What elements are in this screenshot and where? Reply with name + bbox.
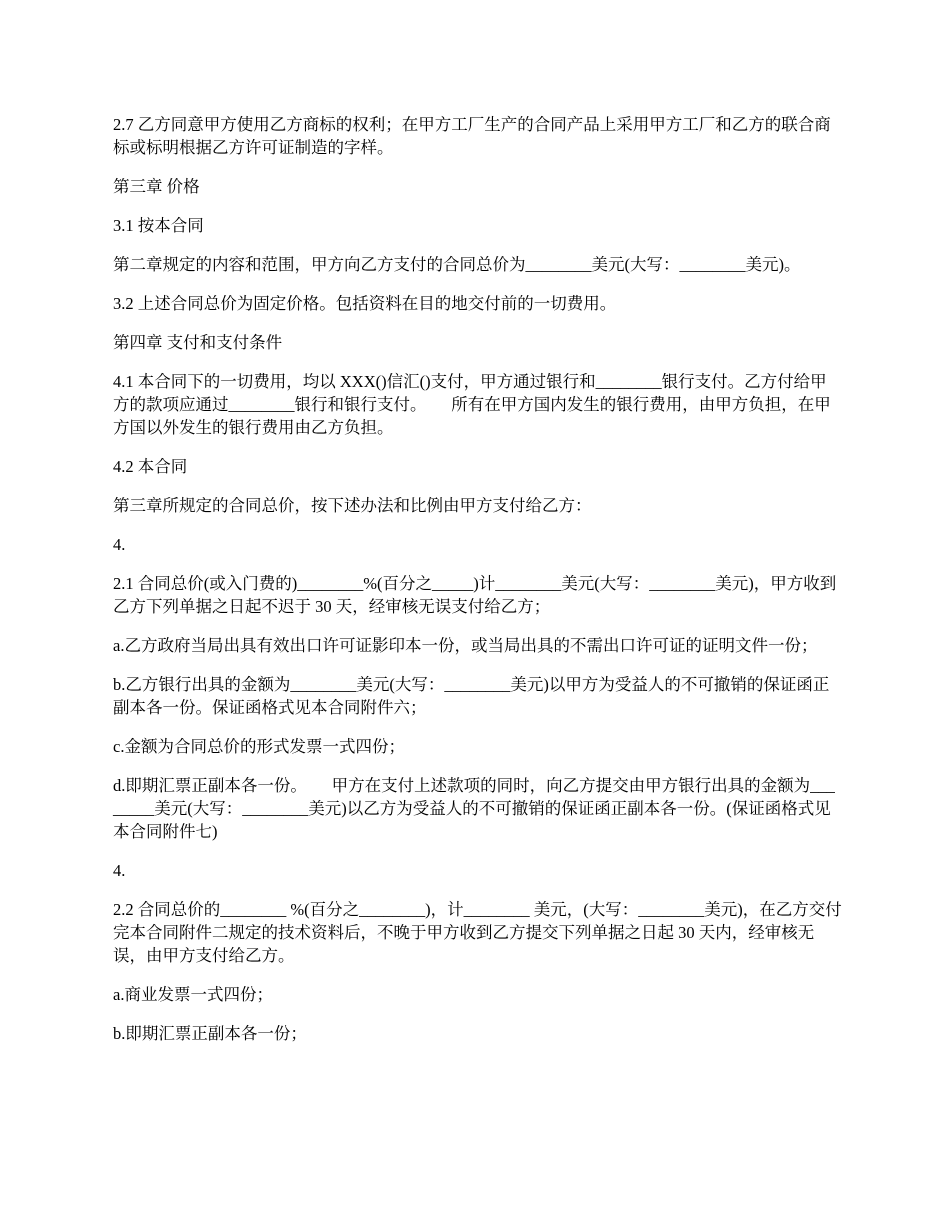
- list-item-a-2: a.商业发票一式四份；: [113, 985, 273, 1004]
- paragraph-3-1: 3.1 按本合同: [113, 216, 204, 235]
- list-item-c: c.金额为合同总价的形式发票一式四份；: [113, 737, 405, 756]
- document-body: [113, 113, 843, 1061]
- chapter-4-heading: 第四章 支付和支付条件: [113, 333, 283, 352]
- list-item-b-2: b.即期汇票正副本各一份；: [113, 1024, 307, 1043]
- paragraph-3-2: 3.2 上述合同总价为固定价格。包括资料在目的地交付前的一切费用。: [113, 294, 617, 313]
- paragraph-4-1: 4.1 本合同下的一切费用，均以 XXX()信汇()支付，甲方通过银行和________银行支付。乙方付给甲方的款项应通过________银行和银行支付。 所有在甲方国内发生的银行费用，由甲方负担，在甲方国以外发生的银行费用由乙方负担。: [113, 372, 831, 437]
- list-item-a: a.乙方政府当局出具有效出口许可证影印本一份，或当局出具的不需出口许可证的证明文件一份；: [113, 636, 818, 655]
- paragraph-payment-method: 第三章所规定的合同总价，按下述办法和比例由甲方支付给乙方：: [113, 496, 592, 515]
- list-item-d: d.即期汇票正副本各一份。 甲方在支付上述款项的同时，向乙方提交由甲方银行出具的金额为________美元(大写：________美元)以乙方为受益人的不可撤销的保证函正副本各一份。(保证函格式见本合同附件七): [113, 776, 835, 841]
- paragraph-4-number-2: 4.: [113, 861, 126, 880]
- paragraph-4-2: 4.2 本合同: [113, 457, 188, 476]
- chapter-3-heading: 第三章 价格: [113, 177, 200, 196]
- paragraph-2-7: 2.7 乙方同意甲方使用乙方商标的权利；在甲方工厂生产的合同产品上采用甲方工厂和乙方的联合商标或标明根据乙方许可证制造的字样。: [113, 115, 831, 157]
- paragraph-total-price: 第二章规定的内容和范围，甲方向乙方支付的合同总价为________美元(大写：________美元)。: [113, 255, 801, 274]
- paragraph-4-number: 4.: [113, 535, 126, 554]
- paragraph-2-1: 2.1 合同总价(或入门费的)________%(百分之_____)计________美元(大写：________美元)，甲方收到乙方下列单据之日起不迟于 30 天，经审核无误支付给乙方；: [113, 574, 837, 616]
- list-item-b: b.乙方银行出具的金额为________美元(大写：________美元)以甲方为受益人的不可撤销的保证函正副本各一份。保证函格式见本合同附件六；: [113, 675, 830, 717]
- paragraph-2-2: 2.2 合同总价的________ %(百分之________)，计________ 美元，(大写：________美元)，在乙方交付完本合同附件二规定的技术资料后，不晚于甲方收到乙方提交下列单据之日起 30 天内，经审核无误，由甲方支付给乙方。: [113, 900, 842, 965]
